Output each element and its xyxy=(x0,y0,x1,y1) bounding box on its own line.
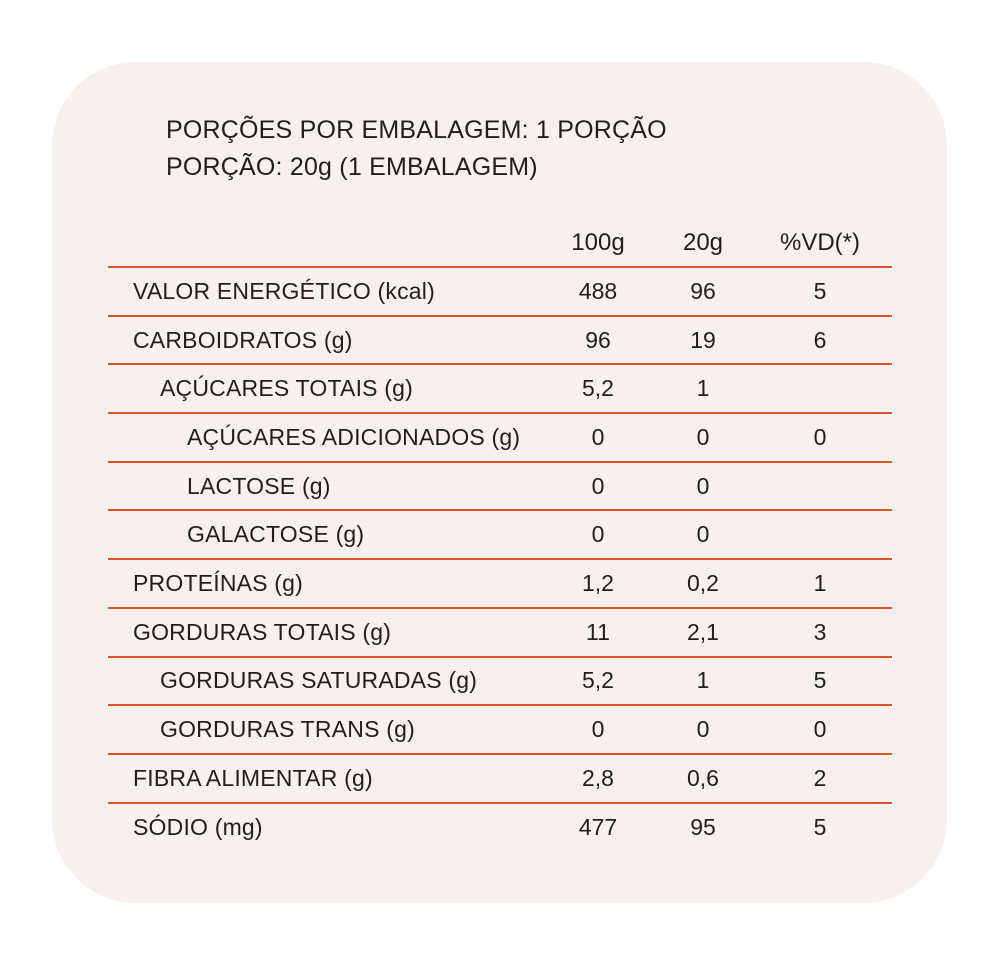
value-per-20g: 1 xyxy=(696,667,710,694)
table-row xyxy=(108,609,892,658)
value-per-100g: 5,2 xyxy=(582,375,614,402)
value-per-100g: 488 xyxy=(578,277,618,304)
table-row xyxy=(108,804,892,853)
column-header-100g: 100g xyxy=(571,229,625,256)
value-per-100g: 5,2 xyxy=(582,667,614,694)
value-percent-vd: 6 xyxy=(813,326,827,353)
serving-size: PORÇÃO: 20g (1 EMBALAGEM) xyxy=(166,153,538,181)
table-row xyxy=(108,560,892,609)
value-per-100g: 0 xyxy=(591,423,605,450)
value-per-20g: 0,2 xyxy=(687,569,719,596)
nutrient-label: GORDURAS SATURADAS (g) xyxy=(160,667,478,694)
nutrient-label: SÓDIO (mg) xyxy=(133,814,263,841)
value-percent-vd: 5 xyxy=(813,277,827,304)
value-per-100g: 11 xyxy=(586,618,610,645)
servings-per-package: PORÇÕES POR EMBALAGEM: 1 PORÇÃO xyxy=(166,116,667,144)
nutrient-label: GORDURAS TRANS (g) xyxy=(160,716,415,743)
nutrition-label-card xyxy=(52,62,947,903)
value-per-20g: 0,6 xyxy=(687,764,719,791)
value-per-20g: 2,1 xyxy=(687,618,719,645)
value-per-20g: 19 xyxy=(690,326,716,353)
table-row xyxy=(108,755,892,804)
table-header-row xyxy=(108,220,892,268)
value-per-100g: 0 xyxy=(591,521,605,548)
table-row xyxy=(108,268,892,317)
nutrient-label: GORDURAS TOTAIS (g) xyxy=(133,618,392,645)
value-per-20g: 95 xyxy=(690,814,716,841)
column-header-vd: %VD(*) xyxy=(779,229,860,256)
value-per-100g: 1,2 xyxy=(582,569,614,596)
table-row xyxy=(108,317,892,366)
nutrient-label: GALACTOSE (g) xyxy=(187,521,365,548)
value-per-20g: 0 xyxy=(696,716,710,743)
value-percent-vd: 2 xyxy=(813,764,827,791)
table-body xyxy=(108,268,892,852)
value-percent-vd: 5 xyxy=(813,814,827,841)
table-row xyxy=(108,365,892,414)
nutrient-label: PROTEÍNAS (g) xyxy=(133,569,304,596)
value-per-100g: 477 xyxy=(578,814,618,841)
table-row xyxy=(108,463,892,512)
value-percent-vd: 0 xyxy=(813,423,827,450)
value-per-20g: 1 xyxy=(696,375,710,402)
value-per-100g: 2,8 xyxy=(582,764,614,791)
value-percent-vd: 3 xyxy=(813,618,827,645)
value-per-20g: 96 xyxy=(690,277,716,304)
value-per-20g: 0 xyxy=(696,521,710,548)
value-per-100g: 0 xyxy=(591,472,605,499)
value-per-20g: 0 xyxy=(696,472,710,499)
nutrient-label: CARBOIDRATOS (g) xyxy=(133,326,353,353)
value-per-100g: 0 xyxy=(591,716,605,743)
table-row xyxy=(108,511,892,560)
value-per-100g: 96 xyxy=(585,326,611,353)
value-percent-vd: 1 xyxy=(813,569,827,596)
nutrient-label: AÇÚCARES TOTAIS (g) xyxy=(160,375,414,402)
table-row xyxy=(108,706,892,755)
value-per-20g: 0 xyxy=(696,423,710,450)
column-header-20g: 20g xyxy=(682,229,724,256)
value-percent-vd: 0 xyxy=(813,716,827,743)
table-row xyxy=(108,658,892,707)
table-row xyxy=(108,414,892,463)
nutrient-label: AÇÚCARES ADICIONADOS (g) xyxy=(187,423,521,450)
serving-info xyxy=(166,112,667,186)
nutrient-label: FIBRA ALIMENTAR (g) xyxy=(133,764,373,791)
nutrient-label: VALOR ENERGÉTICO (kcal) xyxy=(133,277,435,304)
value-percent-vd: 5 xyxy=(813,667,827,694)
nutrition-table xyxy=(108,220,892,852)
nutrient-label: LACTOSE (g) xyxy=(187,472,331,499)
